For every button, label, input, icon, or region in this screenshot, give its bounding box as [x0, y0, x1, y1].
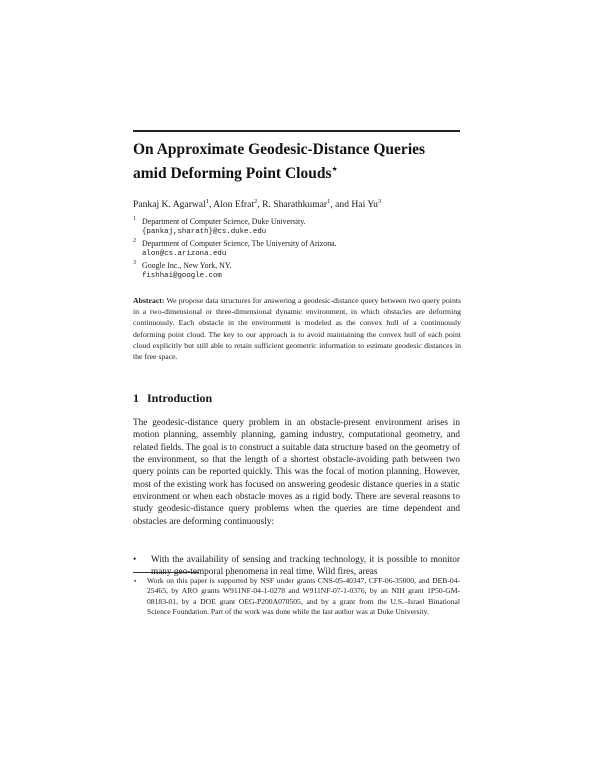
- author-separator: , and: [330, 199, 352, 211]
- author: Pankaj K. Agarwal: [133, 199, 206, 211]
- affiliation: [133, 260, 463, 282]
- author-list: [133, 196, 463, 211]
- affiliation: [133, 238, 463, 260]
- author: R. Sharathkumar: [262, 199, 328, 211]
- affiliation-number: 3: [133, 260, 136, 266]
- affiliation-email[interactable]: alon@cs.arizona.edu: [142, 250, 227, 258]
- bullet-item: [133, 554, 460, 579]
- affiliation-text: Department of Computer Science, Duke University.: [142, 217, 306, 226]
- affiliations: [133, 216, 463, 282]
- author-affil-mark: 1: [327, 198, 331, 205]
- bullet-icon: •: [133, 555, 137, 565]
- affiliation-email[interactable]: {pankaj,sharath}@cs.duke.edu: [142, 228, 267, 236]
- intro-paragraph: The geodesic-distance query problem in an obstacle-present environment arises in motion planning, assembly planning, gaming industry, computational geometry, and related fields. The goal is to construct a suitable data structure based on the geometry of the environment, so that the length of a shortest obstacle-avoiding path between two query points can be reported quickly. This was the focal of motion planning. However, most of the existing work has focused on answering geodesic distance queries in a static environment or when each obstacle moves as a rigid body. There are several reasons to study geodesic-distance query problems when the queries are time dependent and obstacles are deforming continuously:: [133, 418, 460, 527]
- title-line-2: amid Deforming Point Clouds: [133, 165, 332, 183]
- section-heading: [133, 391, 212, 405]
- title-rule: [133, 130, 460, 132]
- author-affil-mark: 1: [205, 198, 209, 205]
- author-affil-mark: 3: [377, 198, 382, 205]
- bullet-text: With the availability of sensing and tracking technology, it is possible to monitor many geo-temporal phenomena in real time. Wild fires, areas: [151, 555, 460, 578]
- affiliation-number: 1: [133, 216, 136, 222]
- title-footnote-mark: ⋆: [331, 164, 338, 175]
- author: Alon Efrat: [213, 199, 255, 211]
- affiliation-number: 2: [133, 238, 136, 244]
- author: Hai Yu: [351, 199, 378, 211]
- affiliation-email[interactable]: fishhai@google.com: [142, 272, 222, 280]
- author-affil-mark: 2: [254, 198, 258, 205]
- abstract: [133, 295, 461, 362]
- abstract-text: We propose data structures for answering a geodesic-distance query between two query points in a two-dimensional or three-dimensional dynamic environment, in which obstacles are deforming continuously. Each obstacle in the environment is modeled as the convex hull of a continuously deforming point cloud. The key to our approach is to avoid maintaining the convex hull of each point cloud explicitly but still able to retain sufficient geometric information to estimate geodesic distances in the free space.: [133, 296, 461, 362]
- abstract-label: Abstract:: [133, 296, 165, 305]
- footnote-mark: ⋆: [133, 577, 138, 585]
- affiliation-text: Google Inc., New York, NY.: [142, 261, 232, 270]
- footnote-rule: [133, 572, 199, 573]
- affiliation-text: Department of Computer Science, The University of Arizona.: [142, 239, 337, 248]
- footnote: [133, 576, 460, 617]
- author-separator: ,: [209, 199, 214, 211]
- author-separator: ,: [257, 199, 263, 211]
- section-title: Introduction: [147, 391, 213, 405]
- section-number: 1: [133, 391, 139, 405]
- affiliation: [133, 216, 463, 238]
- footnote-text: Work on this paper is supported by NSF under grants CNS-05-40347, CFF-06-35000, and DEB-04-25465, by ARO grants W911NF-04-1-0278 and W911NF-07-1-0376, by an NIH grant 1P50-GM-08183-01, by a DOE grant OEG-P200A070505, and by a grant from the U.S.–Israel Binational Science Foundation. Part of the work was done while the last author was at Duke University.: [147, 576, 460, 616]
- paper-title: [133, 140, 460, 184]
- title-line-1: On Approximate Geodesic-Distance Queries: [133, 141, 426, 158]
